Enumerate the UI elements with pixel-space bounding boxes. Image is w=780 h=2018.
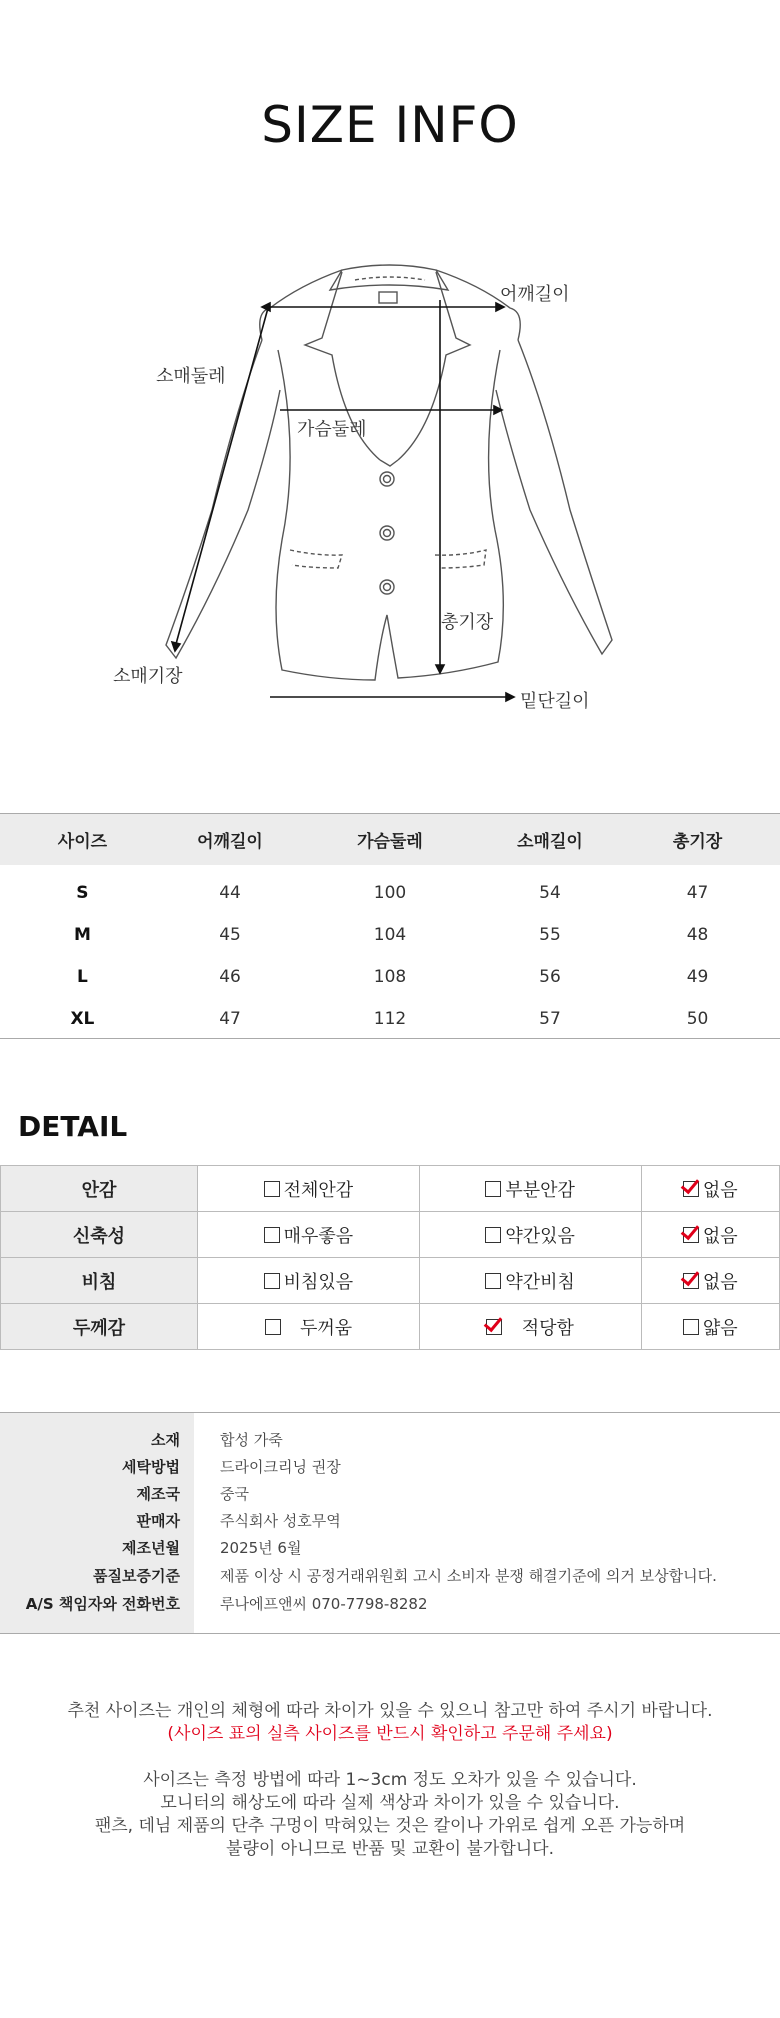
info-value: 주식회사 성호무역 bbox=[220, 1512, 341, 1530]
table-row bbox=[0, 998, 780, 1040]
option-label: 없음 bbox=[702, 1179, 738, 1201]
checkbox-icon bbox=[264, 1181, 280, 1197]
checkbox-icon bbox=[683, 1319, 699, 1335]
detail-row-label: 비침 bbox=[1, 1258, 198, 1304]
info-key: 제조국 bbox=[136, 1485, 180, 1503]
option-label: 얇음 bbox=[702, 1317, 738, 1339]
detail-table bbox=[0, 1165, 780, 1350]
checkbox-icon bbox=[264, 1227, 280, 1243]
option-label: 두꺼움 bbox=[300, 1317, 353, 1339]
option-label: 비침있음 bbox=[283, 1271, 354, 1293]
note-line: 사이즈는 측정 방법에 따라 1~3cm 정도 오차가 있을 수 있습니다. bbox=[143, 1770, 637, 1790]
detail-option bbox=[641, 1258, 779, 1304]
table-cell: 55 bbox=[539, 925, 561, 945]
detail-option bbox=[198, 1212, 420, 1258]
table-cell: 50 bbox=[686, 1009, 709, 1029]
size-table-header bbox=[0, 813, 780, 865]
checked-checkbox-icon bbox=[683, 1227, 699, 1243]
checked-checkbox-icon bbox=[683, 1181, 699, 1197]
detail-option bbox=[419, 1166, 641, 1212]
table-cell: 49 bbox=[686, 967, 709, 987]
size-table bbox=[0, 813, 780, 1040]
table-cell: 47 bbox=[219, 1009, 241, 1029]
table-cell: 108 bbox=[373, 967, 407, 987]
detail-row-lining bbox=[1, 1166, 780, 1212]
jacket-size-diagram bbox=[0, 250, 780, 720]
detail-row-thickness bbox=[1, 1304, 780, 1350]
note-line: 팬츠, 데님 제품의 단추 구멍이 막혀있는 것은 칼이나 가위로 쉽게 오픈 가능하며 bbox=[94, 1816, 686, 1836]
detail-option bbox=[419, 1258, 641, 1304]
detail-row-stretch bbox=[1, 1212, 780, 1258]
detail-option bbox=[198, 1258, 420, 1304]
option-label: 없음 bbox=[702, 1225, 738, 1247]
size-cell: XL bbox=[70, 1009, 95, 1029]
table-row bbox=[0, 865, 780, 914]
detail-option bbox=[641, 1166, 779, 1212]
detail-option bbox=[641, 1212, 779, 1258]
info-value: 합성 가죽 bbox=[220, 1431, 283, 1449]
note-line: 모니터의 해상도에 따라 실제 색상과 차이가 있을 수 있습니다. bbox=[160, 1793, 620, 1813]
info-key: 제조년월 bbox=[122, 1539, 180, 1557]
detail-option bbox=[419, 1304, 641, 1350]
total-length-label: 총기장 bbox=[441, 612, 494, 633]
table-cell: 47 bbox=[686, 883, 709, 903]
checkbox-icon bbox=[485, 1273, 501, 1289]
table-cell: 54 bbox=[539, 883, 561, 903]
table-cell: 46 bbox=[219, 967, 241, 987]
info-row bbox=[0, 1510, 780, 1537]
info-row bbox=[0, 1565, 780, 1592]
note-line: 불량이 아니므로 반품 및 교환이 불가합니다. bbox=[225, 1839, 555, 1859]
info-row bbox=[0, 1456, 780, 1483]
sleeve-circumference-label: 소매둘레 bbox=[156, 366, 226, 387]
table-row bbox=[0, 914, 780, 956]
checkbox-icon bbox=[264, 1273, 280, 1289]
checked-checkbox-icon bbox=[486, 1319, 502, 1335]
checkbox-icon bbox=[485, 1227, 501, 1243]
checked-checkbox-icon bbox=[683, 1273, 699, 1289]
table-cell: 104 bbox=[373, 925, 407, 945]
checkbox-icon bbox=[265, 1319, 281, 1335]
detail-row-label: 안감 bbox=[1, 1166, 198, 1212]
size-cell: S bbox=[76, 883, 89, 903]
detail-title: DETAIL bbox=[18, 1110, 128, 1143]
info-row bbox=[0, 1593, 780, 1620]
info-key: 품질보증기준 bbox=[93, 1567, 180, 1585]
column-header: 가슴둘레 bbox=[295, 813, 485, 865]
detail-row-label: 두께감 bbox=[1, 1304, 198, 1350]
table-cell: 112 bbox=[373, 1009, 407, 1029]
info-key: 판매자 bbox=[136, 1512, 180, 1530]
detail-option bbox=[641, 1304, 779, 1350]
option-label: 부분안감 bbox=[505, 1179, 575, 1201]
table-cell: 48 bbox=[686, 925, 709, 945]
size-cell: M bbox=[73, 925, 91, 945]
note-line: 추천 사이즈는 개인의 체형에 따라 차이가 있을 수 있으니 참고만 하여 주시기 바랍니다. bbox=[67, 1701, 713, 1721]
detail-row-label: 신축성 bbox=[1, 1212, 198, 1258]
column-header: 총기장 bbox=[615, 813, 780, 865]
product-info-box bbox=[0, 1412, 780, 1634]
detail-option bbox=[198, 1166, 420, 1212]
column-header: 사이즈 bbox=[0, 813, 165, 865]
info-value: 제품 이상 시 공정거래위원회 고시 소비자 분쟁 해결기준에 의거 보상합니다. bbox=[220, 1567, 717, 1585]
info-row bbox=[0, 1537, 780, 1564]
table-cell: 100 bbox=[373, 883, 407, 903]
divider bbox=[0, 1038, 780, 1039]
option-label: 약간있음 bbox=[505, 1225, 575, 1247]
option-label: 약간비침 bbox=[505, 1271, 575, 1293]
table-cell: 56 bbox=[539, 967, 561, 987]
page-title: SIZE INFO bbox=[261, 96, 519, 154]
shoulder-label: 어깨길이 bbox=[500, 284, 570, 305]
note-warning: (사이즈 표의 실측 사이즈를 반드시 확인하고 주문해 주세요) bbox=[167, 1724, 613, 1744]
detail-option bbox=[419, 1212, 641, 1258]
info-value: 드라이크리닝 권장 bbox=[220, 1458, 341, 1476]
hem-label: 밑단길이 bbox=[520, 691, 590, 712]
size-cell: L bbox=[77, 967, 88, 987]
info-key: 소재 bbox=[151, 1431, 180, 1449]
option-label: 매우좋음 bbox=[283, 1225, 354, 1247]
info-row bbox=[0, 1429, 780, 1456]
jacket-illustration bbox=[0, 250, 780, 720]
info-key: 세탁방법 bbox=[122, 1458, 180, 1476]
option-label: 없음 bbox=[702, 1271, 738, 1293]
info-row bbox=[0, 1483, 780, 1510]
option-label: 적당함 bbox=[521, 1317, 574, 1339]
divider bbox=[0, 813, 780, 814]
info-value: 루나에프앤씨 070-7798-8282 bbox=[220, 1595, 428, 1613]
size-notes bbox=[0, 1700, 780, 1861]
table-row bbox=[0, 956, 780, 998]
info-value: 중국 bbox=[220, 1485, 249, 1503]
table-cell: 44 bbox=[219, 883, 241, 903]
info-key: A/S 책임자와 전화번호 bbox=[25, 1595, 180, 1613]
sleeve-length-label: 소매기장 bbox=[113, 666, 183, 687]
detail-row-sheerness bbox=[1, 1258, 780, 1304]
info-value: 2025년 6월 bbox=[220, 1539, 302, 1557]
option-label: 전체안감 bbox=[283, 1179, 354, 1201]
checkbox-icon bbox=[485, 1181, 501, 1197]
chest-label: 가슴둘레 bbox=[297, 419, 367, 440]
table-cell: 45 bbox=[219, 925, 241, 945]
detail-option bbox=[198, 1304, 420, 1350]
table-cell: 57 bbox=[539, 1009, 561, 1029]
column-header: 어깨길이 bbox=[165, 813, 295, 865]
column-header: 소매길이 bbox=[485, 813, 615, 865]
